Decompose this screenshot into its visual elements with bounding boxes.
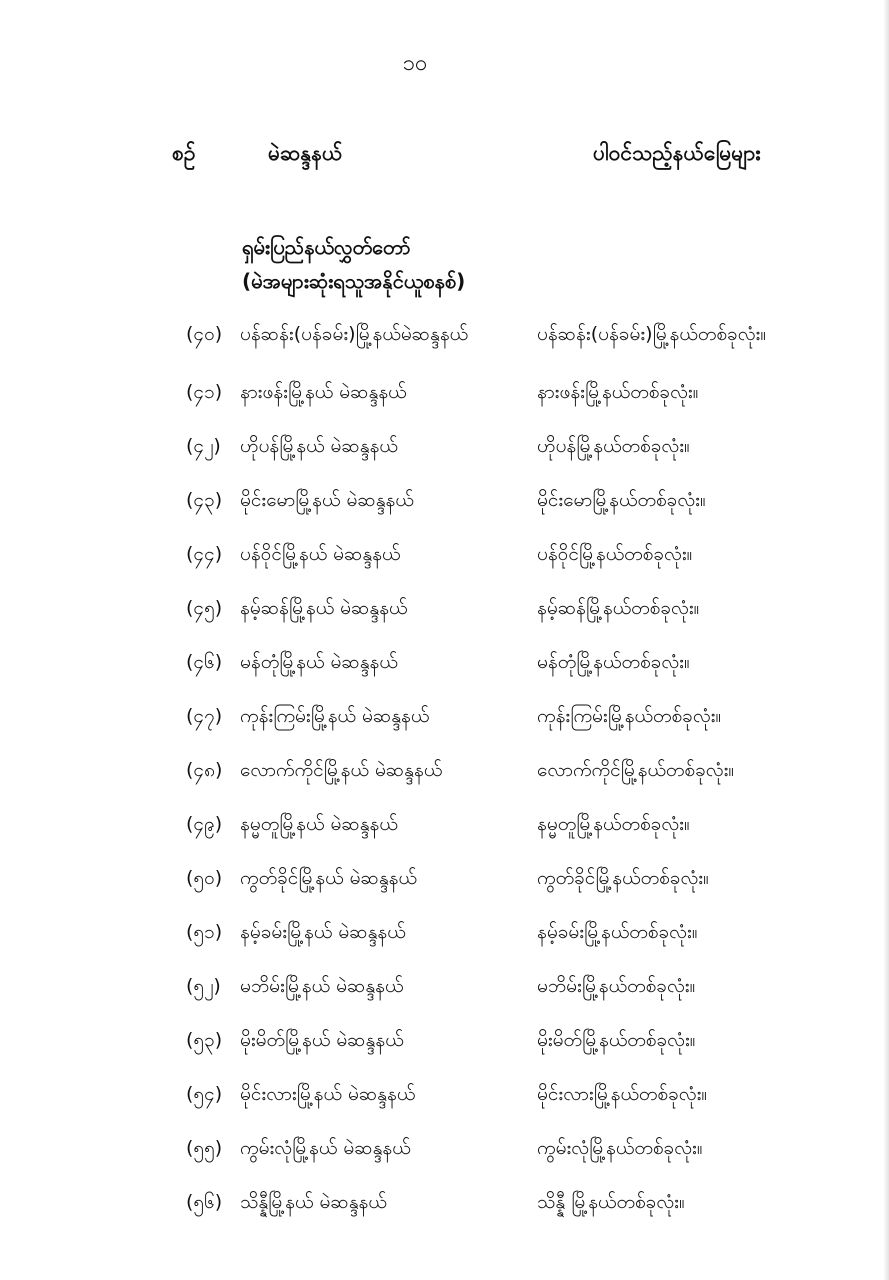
entry-number: (၄၇) [186,705,223,727]
list-item [0,314,889,372]
entry-constituency: လောက်ကိုင်မြို့နယ် မဲဆန္ဒနယ် [240,759,443,781]
entry-number: (၄၆) [186,651,223,673]
entry-number: (၄၈) [186,759,223,781]
list-item [0,426,889,480]
entry-included-areas: ကွတ်ခိုင်မြို့နယ်တစ်ခုလုံး။ [537,867,709,889]
entry-constituency: ကွမ်းလုံမြို့နယ် မဲဆန္ဒနယ် [240,1137,411,1159]
list-item [0,804,889,858]
entry-constituency: မိုင်းလားမြို့နယ် မဲဆန္ဒနယ် [240,1083,416,1105]
entry-constituency: နမ့်ဆန်မြို့နယ် မဲဆန္ဒနယ် [240,597,408,619]
header-constituency: မဲဆန္ဒနယ် [268,141,343,165]
entry-included-areas: မိုင်းလားမြို့နယ်တစ်ခုလုံး။ [537,1083,708,1105]
entry-number: (၄၉) [186,813,223,835]
entry-number: (၄၅) [186,597,223,619]
entry-included-areas: နားဖန်းမြို့နယ်တစ်ခုလုံး။ [537,381,699,403]
header-included-areas: ပါဝင်သည့်နယ်မြေများ [593,141,761,165]
entry-number: (၄၂) [186,435,221,457]
list-item [0,696,889,750]
entry-number: (၄၁) [186,381,223,403]
list-item [0,534,889,588]
entry-number: (၅၆) [186,1191,223,1213]
entry-included-areas: ဟိုပန်မြို့နယ်တစ်ခုလုံး။ [537,435,690,457]
list-item [0,750,889,804]
list-item [0,1128,889,1182]
entry-constituency: နားဖန်းမြို့နယ် မဲဆန္ဒနယ် [240,381,407,403]
entry-number: (၅၅) [186,1137,223,1159]
entry-included-areas: လောက်ကိုင်မြို့နယ်တစ်ခုလုံး။ [537,759,735,781]
list-item [0,1020,889,1074]
entry-included-areas: မန်တုံမြို့နယ်တစ်ခုလုံး။ [537,651,690,673]
section-heading [242,230,465,298]
entry-included-areas: နမ့်ခမ်းမြို့နယ်တစ်ခုလုံး။ [537,921,698,943]
entry-included-areas: မဘိမ်းမြို့နယ်တစ်ခုလုံး။ [537,975,696,997]
entry-constituency: ဟိုပန်မြို့နယ် မဲဆန္ဒနယ် [240,435,398,457]
list-item [0,588,889,642]
entry-included-areas: မိုင်းမောမြို့နယ်တစ်ခုလုံး။ [537,489,706,511]
entry-number: (၅၄) [186,1083,223,1105]
entry-included-areas: နမ္မတူမြို့နယ်တစ်ခုလုံး။ [537,813,690,835]
section-title: ရှမ်းပြည်နယ်လွှတ်တော် [242,235,411,259]
entry-constituency: ပန်ဝိုင်မြို့နယ် မဲဆန္ဒနယ် [240,543,401,565]
header-number: စဉ် [172,141,196,165]
entry-constituency: ပန်ဆန်း(ပန်ခမ်း)မြို့နယ်မဲဆန္ဒနယ် [240,323,469,345]
list-item [0,1182,889,1236]
entry-number: (၅၃) [186,1029,223,1051]
constituency-list [0,314,889,1236]
entry-number: (၅၂) [186,975,221,997]
entry-constituency: မန်တုံမြို့နယ် မဲဆန္ဒနယ် [240,651,398,673]
entry-number: (၅၁) [186,921,223,943]
entry-included-areas: သိန္နီ မြို့နယ်တစ်ခုလုံး။ [537,1191,685,1213]
entry-number: (၅၀) [186,867,223,889]
entry-included-areas: မိုးမိတ်မြို့နယ်တစ်ခုလုံး။ [537,1029,696,1051]
entry-included-areas: နမ့်ဆန်မြို့နယ်တစ်ခုလုံး။ [537,597,700,619]
page-number: ၁၀ [402,51,428,76]
entry-constituency: သိန္နီမြို့နယ် မဲဆန္ဒနယ် [240,1191,387,1213]
entry-included-areas: ကုန်းကြမ်းမြို့နယ်တစ်ခုလုံး။ [537,705,722,727]
list-item [0,966,889,1020]
entry-included-areas: ပန်ဆန်း(ပန်ခမ်း)မြို့နယ်တစ်ခုလုံး။ [537,323,767,345]
list-item [0,912,889,966]
entry-constituency: မိုင်းမောမြို့နယ် မဲဆန္ဒနယ် [240,489,414,511]
entry-included-areas: ပန်ဝိုင်မြို့နယ်တစ်ခုလုံး။ [537,543,693,565]
list-item [0,642,889,696]
entry-number: (၄၀) [186,323,223,345]
list-item [0,480,889,534]
entry-constituency: ကွတ်ခိုင်မြို့နယ် မဲဆန္ဒနယ် [240,867,417,889]
list-item [0,1074,889,1128]
entry-number: (၄၃) [186,489,223,511]
entry-number: (၄၄) [186,543,223,565]
list-item [0,372,889,426]
entry-constituency: မိုးမိတ်မြို့နယ် မဲဆန္ဒနယ် [240,1029,404,1051]
entry-constituency: ကုန်းကြမ်းမြို့နယ် မဲဆန္ဒနယ် [240,705,430,727]
entry-included-areas: ကွမ်းလုံမြို့နယ်တစ်ခုလုံး။ [537,1137,703,1159]
entry-constituency: မဘိမ်းမြို့နယ် မဲဆန္ဒနယ် [240,975,404,997]
entry-constituency: နမ္မတူမြို့နယ် မဲဆန္ဒနယ် [240,813,398,835]
section-subtitle: (မဲအများဆုံးရသူအနိုင်ယူစနစ်) [242,269,466,293]
entry-constituency: နမ့်ခမ်းမြို့နယ် မဲဆန္ဒနယ် [240,921,406,943]
list-item [0,858,889,912]
